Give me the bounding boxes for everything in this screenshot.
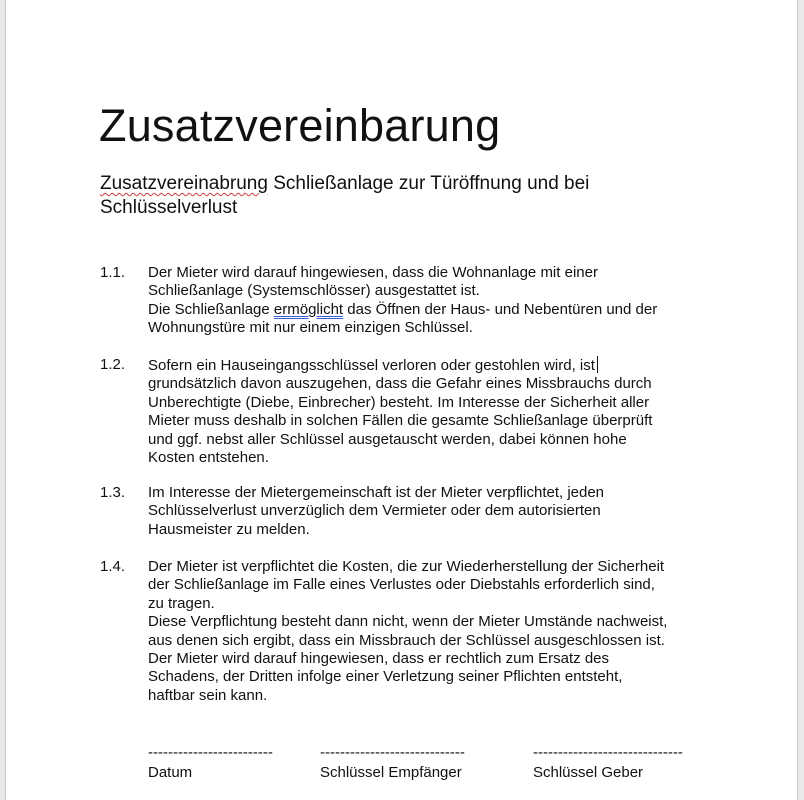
clause-line: Wohnungstüre mit nur einem einzigen Schlüssel.: [148, 319, 473, 337]
text-cursor: [597, 356, 598, 373]
clause-line: Hausmeister zu melden.: [148, 520, 310, 538]
document-page[interactable]: [5, 0, 798, 800]
clause-line: Der Mieter ist verpflichtet die Kosten, die zur Wiederherstellung der Sicherheit: [148, 558, 665, 575]
clause-text-part: Sofern ein Hauseingangsschlüssel verloren oder gestohlen wird, ist: [148, 357, 595, 374]
clause-line: und ggf. nebst aller Schlüssel ausgetauscht werden, dabei können hohe: [148, 430, 627, 448]
clause-line: [148, 356, 708, 375]
subtitle-text: Schließanlage zur Türöffnung und bei: [267, 173, 590, 194]
clause-text: [148, 558, 708, 705]
clause-text: [148, 356, 708, 467]
document-title: Zusatzvereinbarung: [99, 100, 501, 151]
grammar-flag-word[interactable]: ermöglicht: [273, 300, 344, 318]
clause-number: 1.1.: [100, 264, 126, 281]
signature-giver: [533, 743, 683, 783]
clause-line: aus denen sich ergibt, dass ein Missbrauch der Schlüssel ausgeschlossen ist.: [148, 631, 665, 649]
signature-line: -------------------------: [148, 744, 273, 761]
document-subtitle: [100, 172, 740, 220]
clause-line: Im Interesse der Mietergemeinschaft ist der Mieter verpflichtet, jeden: [148, 484, 605, 501]
signature-recipient: [320, 743, 465, 783]
clause-line: Unberechtigte (Diebe, Einbrecher) besteht. Im Interesse der Sicherheit aller: [148, 393, 650, 411]
clause-line: zu tragen.: [148, 594, 215, 612]
subtitle-text-line2: Schlüsselverlust: [100, 197, 238, 218]
signature-line: ------------------------------: [533, 744, 683, 761]
clause-text: [148, 264, 708, 338]
clause-number: 1.4.: [100, 558, 126, 575]
clause-text-part: Die Schließanlage: [148, 300, 274, 318]
signature-label: Schlüssel Empfänger: [320, 764, 462, 781]
clause-line: grundsätzlich davon auszugehen, dass die Gefahr eines Missbrauchs durch: [148, 375, 652, 393]
clause-line: Schlüsselverlust unverzüglich dem Vermieter oder dem autorisierten: [148, 502, 601, 520]
clause-line: haftbar sein kann.: [148, 686, 268, 704]
clause-line: Diese Verpflichtung besteht dann nicht, wenn der Mieter Umstände nachweist,: [148, 613, 668, 631]
spellcheck-word[interactable]: Zusatzvereinabrung: [100, 173, 268, 194]
clause-line: Mieter muss deshalb in solchen Fällen die gesamte Schließanlage überprüft: [148, 412, 653, 430]
signature-label: Datum: [148, 764, 193, 781]
signature-date: [148, 743, 273, 783]
signature-line: -----------------------------: [320, 744, 465, 761]
clause-line: Kosten entstehen.: [148, 449, 269, 467]
clause-line: der Schließanlage im Falle eines Verlustes oder Diebstahls erforderlich sind,: [148, 576, 655, 594]
signature-label: Schlüssel Geber: [533, 764, 644, 781]
clause-line: Schließanlage (Systemschlösser) ausgestattet ist.: [148, 282, 480, 300]
clause-number: 1.2.: [100, 356, 126, 373]
clause-text-part: das Öffnen der Haus- und Nebentüren und der: [343, 300, 658, 318]
clause-line: Der Mieter wird darauf hingewiesen, dass er rechtlich zum Ersatz des: [148, 650, 610, 668]
clause-line: Schadens, der Dritten infolge einer Verletzung seiner Pflichten entsteht,: [148, 668, 623, 686]
clause-line: [148, 301, 708, 319]
clause-number: 1.3.: [100, 484, 126, 501]
clause-text: [148, 484, 708, 539]
clause-line: Der Mieter wird darauf hingewiesen, dass die Wohnanlage mit einer: [148, 264, 598, 281]
